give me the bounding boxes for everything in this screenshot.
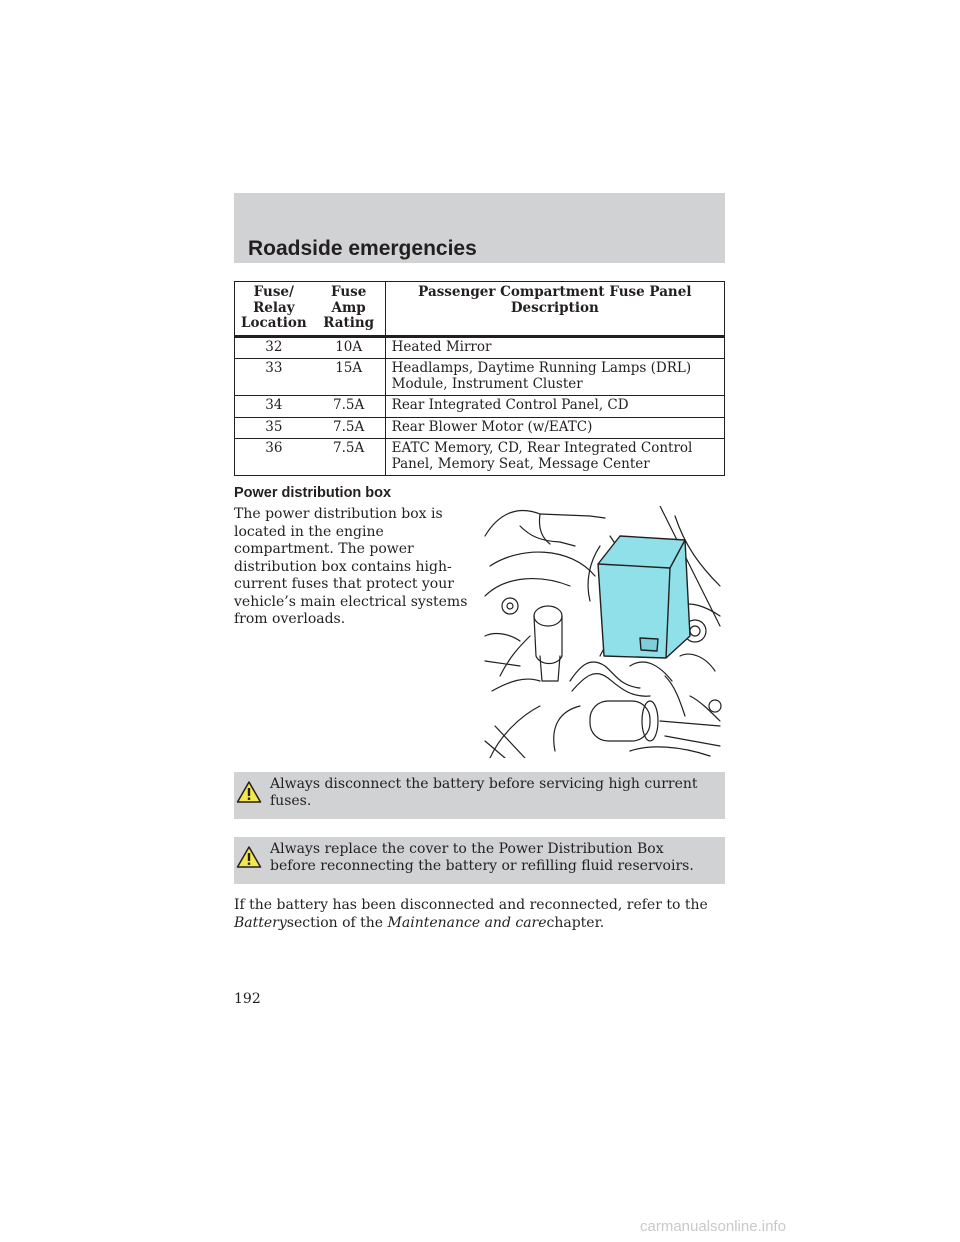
warning-triangle-icon xyxy=(236,845,262,869)
warning-box xyxy=(234,772,725,819)
cell-amp: 10A xyxy=(313,336,386,359)
cell-amp: 7.5A xyxy=(313,396,386,418)
warning-text: Always replace the cover to the Power Distribution Box before reconnecting the battery or refilling fluid reservoirs. xyxy=(270,841,694,874)
cell-amp: 15A xyxy=(313,359,386,396)
cell-location: 34 xyxy=(235,396,313,418)
header-amp-line: Amp xyxy=(331,299,366,316)
page-number: 192 xyxy=(234,991,261,1007)
power-distribution-box-highlight xyxy=(598,536,690,658)
watermark: carmanualsonline.info xyxy=(640,1218,786,1235)
cell-description: EATC Memory, CD, Rear Integrated Control Panel, Memory Seat, Message Center xyxy=(385,439,724,476)
section-intro: The power distribution box is located in the engine compartment. The power distribution box contains high-current fuses that protect your vehicle’s main electrical systems from overloads. xyxy=(234,506,468,627)
cell-location: 36 xyxy=(235,439,313,476)
closing-text: section of the xyxy=(286,914,388,931)
header-description xyxy=(385,282,724,337)
table-row xyxy=(235,439,725,476)
chapter-title: Roadside emergencies xyxy=(248,237,477,260)
cell-description: Headlamps, Daytime Running Lamps (DRL) Module, Instrument Cluster xyxy=(385,359,724,396)
header-location-line: Fuse/ xyxy=(253,284,294,300)
battery-reference: Battery xyxy=(234,914,287,931)
engine-compartment-illustration xyxy=(480,506,725,758)
cell-description: Heated Mirror xyxy=(385,336,724,359)
header-location-line: Relay xyxy=(253,299,295,316)
chapter-header-band xyxy=(234,193,725,263)
closing-text: If the battery has been disconnected and reconnected, refer to the xyxy=(234,897,708,913)
header-amp-line: Fuse xyxy=(330,284,367,300)
cell-location: 32 xyxy=(235,336,313,359)
cell-description: Rear Integrated Control Panel, CD xyxy=(385,396,724,418)
cell-amp: 7.5A xyxy=(313,417,386,439)
fuse-table-header-row xyxy=(235,282,725,337)
closing-paragraph xyxy=(234,897,725,932)
section-title: Power distribution box xyxy=(234,485,392,501)
chapter-reference: Maintenance and care xyxy=(387,914,547,931)
fuse-table xyxy=(234,281,725,476)
header-location xyxy=(235,282,313,337)
cell-location: 35 xyxy=(235,417,313,439)
cell-amp: 7.5A xyxy=(313,439,386,476)
cell-description: Rear Blower Motor (w/EATC) xyxy=(385,417,724,439)
header-location-line: Location xyxy=(241,315,307,331)
header-amp-rating xyxy=(313,282,386,337)
table-row xyxy=(235,396,725,418)
cell-location: 33 xyxy=(235,359,313,396)
table-row xyxy=(235,336,725,359)
header-description-line: Passenger Compartment Fuse Panel xyxy=(418,284,692,300)
header-description-line: Description xyxy=(510,299,599,316)
table-row xyxy=(235,417,725,439)
warning-box xyxy=(234,837,725,884)
warning-text: Always disconnect the battery before servicing high current fuses. xyxy=(270,776,698,809)
header-amp-line: Rating xyxy=(323,315,375,331)
closing-text: chapter. xyxy=(546,914,605,931)
warning-triangle-icon xyxy=(236,780,262,804)
table-row xyxy=(235,359,725,396)
